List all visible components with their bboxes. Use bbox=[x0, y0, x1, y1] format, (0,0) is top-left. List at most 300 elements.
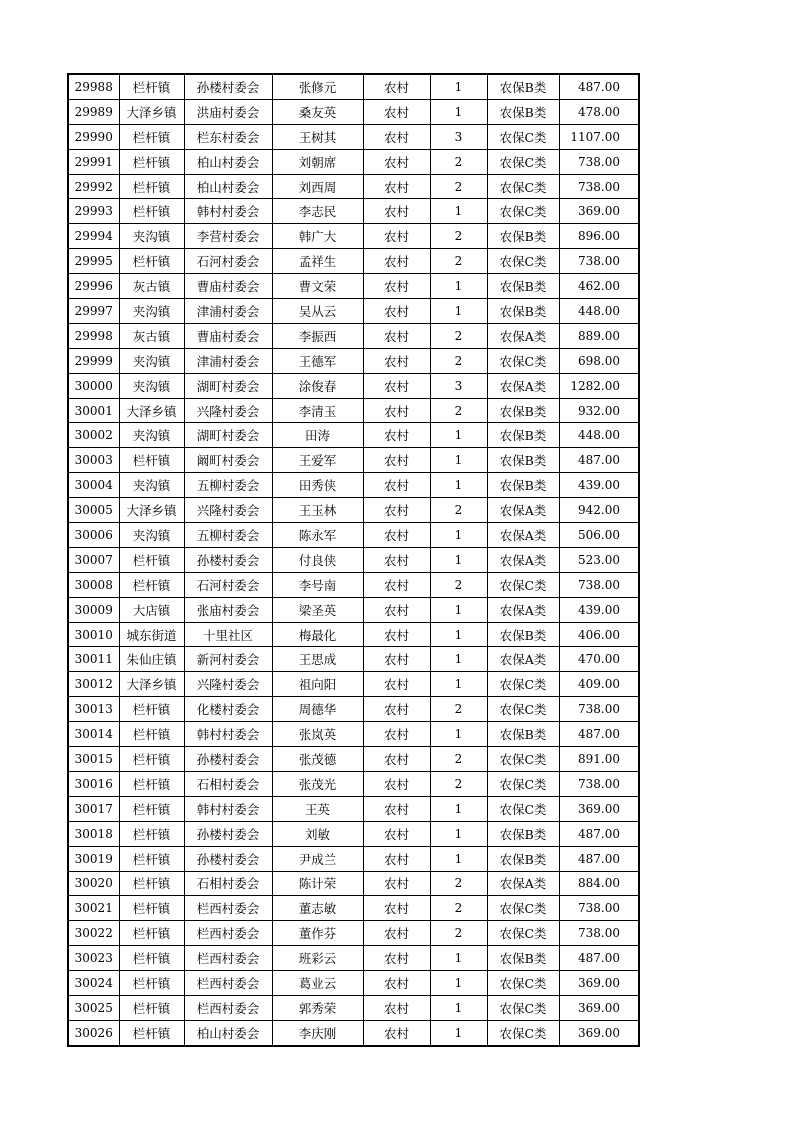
cell-count: 2 bbox=[430, 323, 487, 348]
cell-amount: 932.00 bbox=[559, 398, 639, 423]
cell-village: 津浦村委会 bbox=[184, 299, 272, 324]
cell-amount: 523.00 bbox=[559, 547, 639, 572]
cell-type: 农村 bbox=[363, 697, 430, 722]
cell-id: 29999 bbox=[68, 348, 119, 373]
cell-name: 李振西 bbox=[272, 323, 363, 348]
table-row bbox=[68, 249, 639, 274]
cell-amount: 1107.00 bbox=[559, 124, 639, 149]
cell-name: 葛业云 bbox=[272, 971, 363, 996]
cell-amount: 1282.00 bbox=[559, 373, 639, 398]
cell-amount: 738.00 bbox=[559, 149, 639, 174]
cell-category: 农保C类 bbox=[487, 1020, 559, 1045]
table-row bbox=[68, 722, 639, 747]
cell-town: 大泽乡镇 bbox=[119, 99, 184, 124]
cell-town: 栏杆镇 bbox=[119, 1020, 184, 1045]
cell-amount: 738.00 bbox=[559, 249, 639, 274]
cell-count: 2 bbox=[430, 771, 487, 796]
table-row bbox=[68, 796, 639, 821]
cell-count: 3 bbox=[430, 124, 487, 149]
cell-type: 农村 bbox=[363, 74, 430, 99]
cell-village: 孙楼村委会 bbox=[184, 821, 272, 846]
cell-village: 韩村村委会 bbox=[184, 796, 272, 821]
cell-type: 农村 bbox=[363, 299, 430, 324]
table-body bbox=[68, 74, 639, 1046]
cell-amount: 487.00 bbox=[559, 821, 639, 846]
cell-category: 农保A类 bbox=[487, 523, 559, 548]
cell-name: 王树其 bbox=[272, 124, 363, 149]
cell-count: 1 bbox=[430, 448, 487, 473]
cell-count: 2 bbox=[430, 249, 487, 274]
cell-id: 30024 bbox=[68, 971, 119, 996]
cell-count: 1 bbox=[430, 423, 487, 448]
cell-amount: 478.00 bbox=[559, 99, 639, 124]
cell-village: 栏西村委会 bbox=[184, 921, 272, 946]
cell-name: 田涛 bbox=[272, 423, 363, 448]
cell-village: 李营村委会 bbox=[184, 224, 272, 249]
table-row bbox=[68, 398, 639, 423]
cell-count: 1 bbox=[430, 672, 487, 697]
table-row bbox=[68, 647, 639, 672]
cell-count: 1 bbox=[430, 199, 487, 224]
cell-id: 30005 bbox=[68, 498, 119, 523]
cell-category: 农保B类 bbox=[487, 224, 559, 249]
cell-name: 张茂德 bbox=[272, 747, 363, 772]
cell-amount: 487.00 bbox=[559, 448, 639, 473]
cell-id: 30023 bbox=[68, 946, 119, 971]
cell-town: 栏杆镇 bbox=[119, 747, 184, 772]
cell-name: 涂俊春 bbox=[272, 373, 363, 398]
cell-amount: 738.00 bbox=[559, 572, 639, 597]
table-row bbox=[68, 323, 639, 348]
cell-type: 农村 bbox=[363, 647, 430, 672]
cell-name: 孟祥生 bbox=[272, 249, 363, 274]
cell-category: 农保B类 bbox=[487, 274, 559, 299]
cell-village: 韩村村委会 bbox=[184, 722, 272, 747]
cell-village: 石河村委会 bbox=[184, 572, 272, 597]
table-row bbox=[68, 697, 639, 722]
cell-type: 农村 bbox=[363, 622, 430, 647]
cell-category: 农保B类 bbox=[487, 473, 559, 498]
cell-category: 农保C类 bbox=[487, 971, 559, 996]
cell-name: 董志敏 bbox=[272, 896, 363, 921]
cell-name: 班彩云 bbox=[272, 946, 363, 971]
table-row bbox=[68, 149, 639, 174]
cell-category: 农保A类 bbox=[487, 871, 559, 896]
cell-count: 1 bbox=[430, 722, 487, 747]
cell-count: 2 bbox=[430, 348, 487, 373]
cell-name: 尹成兰 bbox=[272, 846, 363, 871]
cell-category: 农保A类 bbox=[487, 547, 559, 572]
table-row bbox=[68, 224, 639, 249]
cell-town: 栏杆镇 bbox=[119, 946, 184, 971]
cell-category: 农保B类 bbox=[487, 722, 559, 747]
cell-town: 城东街道 bbox=[119, 622, 184, 647]
cell-count: 2 bbox=[430, 921, 487, 946]
table-row bbox=[68, 771, 639, 796]
cell-name: 李号南 bbox=[272, 572, 363, 597]
cell-type: 农村 bbox=[363, 971, 430, 996]
cell-amount: 738.00 bbox=[559, 697, 639, 722]
cell-id: 29996 bbox=[68, 274, 119, 299]
cell-type: 农村 bbox=[363, 871, 430, 896]
cell-village: 孙楼村委会 bbox=[184, 747, 272, 772]
cell-id: 30011 bbox=[68, 647, 119, 672]
cell-village: 张庙村委会 bbox=[184, 597, 272, 622]
cell-category: 农保C类 bbox=[487, 672, 559, 697]
cell-village: 柏山村委会 bbox=[184, 1020, 272, 1045]
cell-village: 兴隆村委会 bbox=[184, 398, 272, 423]
cell-id: 30007 bbox=[68, 547, 119, 572]
cell-amount: 406.00 bbox=[559, 622, 639, 647]
cell-name: 陈计荣 bbox=[272, 871, 363, 896]
table-row bbox=[68, 995, 639, 1020]
cell-type: 农村 bbox=[363, 995, 430, 1020]
table-row bbox=[68, 896, 639, 921]
cell-type: 农村 bbox=[363, 722, 430, 747]
cell-amount: 448.00 bbox=[559, 423, 639, 448]
table-row bbox=[68, 498, 639, 523]
cell-id: 30025 bbox=[68, 995, 119, 1020]
cell-type: 农村 bbox=[363, 199, 430, 224]
cell-amount: 896.00 bbox=[559, 224, 639, 249]
cell-id: 29990 bbox=[68, 124, 119, 149]
cell-village: 韩村村委会 bbox=[184, 199, 272, 224]
cell-name: 张修元 bbox=[272, 74, 363, 99]
cell-id: 29993 bbox=[68, 199, 119, 224]
cell-amount: 369.00 bbox=[559, 199, 639, 224]
cell-count: 1 bbox=[430, 597, 487, 622]
cell-name: 陈永军 bbox=[272, 523, 363, 548]
cell-amount: 439.00 bbox=[559, 597, 639, 622]
cell-type: 农村 bbox=[363, 846, 430, 871]
table-row bbox=[68, 946, 639, 971]
cell-town: 夹沟镇 bbox=[119, 373, 184, 398]
table-row bbox=[68, 871, 639, 896]
cell-id: 29997 bbox=[68, 299, 119, 324]
cell-name: 王德军 bbox=[272, 348, 363, 373]
cell-type: 农村 bbox=[363, 1020, 430, 1045]
cell-name: 桑友英 bbox=[272, 99, 363, 124]
cell-category: 农保C类 bbox=[487, 747, 559, 772]
cell-village: 兴隆村委会 bbox=[184, 498, 272, 523]
table-row bbox=[68, 199, 639, 224]
cell-town: 栏杆镇 bbox=[119, 921, 184, 946]
cell-town: 夹沟镇 bbox=[119, 523, 184, 548]
cell-name: 李志民 bbox=[272, 199, 363, 224]
cell-type: 农村 bbox=[363, 523, 430, 548]
cell-category: 农保C类 bbox=[487, 572, 559, 597]
cell-name: 周德华 bbox=[272, 697, 363, 722]
cell-id: 30017 bbox=[68, 796, 119, 821]
cell-count: 1 bbox=[430, 473, 487, 498]
cell-amount: 487.00 bbox=[559, 946, 639, 971]
cell-id: 29994 bbox=[68, 224, 119, 249]
cell-town: 栏杆镇 bbox=[119, 846, 184, 871]
cell-town: 栏杆镇 bbox=[119, 199, 184, 224]
cell-count: 1 bbox=[430, 523, 487, 548]
cell-name: 王爱军 bbox=[272, 448, 363, 473]
cell-town: 夹沟镇 bbox=[119, 224, 184, 249]
cell-town: 夹沟镇 bbox=[119, 423, 184, 448]
cell-count: 3 bbox=[430, 373, 487, 398]
table-row bbox=[68, 572, 639, 597]
cell-category: 农保B类 bbox=[487, 299, 559, 324]
cell-name: 韩广大 bbox=[272, 224, 363, 249]
cell-id: 30001 bbox=[68, 398, 119, 423]
cell-amount: 470.00 bbox=[559, 647, 639, 672]
table-row bbox=[68, 597, 639, 622]
cell-town: 栏杆镇 bbox=[119, 547, 184, 572]
cell-village: 洪庙村委会 bbox=[184, 99, 272, 124]
cell-type: 农村 bbox=[363, 124, 430, 149]
cell-category: 农保B类 bbox=[487, 622, 559, 647]
table-row bbox=[68, 423, 639, 448]
cell-name: 郭秀荣 bbox=[272, 995, 363, 1020]
cell-count: 1 bbox=[430, 99, 487, 124]
cell-town: 大泽乡镇 bbox=[119, 672, 184, 697]
cell-type: 农村 bbox=[363, 572, 430, 597]
cell-town: 栏杆镇 bbox=[119, 796, 184, 821]
cell-town: 栏杆镇 bbox=[119, 448, 184, 473]
cell-category: 农保A类 bbox=[487, 373, 559, 398]
cell-name: 刘西周 bbox=[272, 174, 363, 199]
cell-town: 灰古镇 bbox=[119, 274, 184, 299]
cell-name: 祖向阳 bbox=[272, 672, 363, 697]
cell-category: 农保B类 bbox=[487, 74, 559, 99]
cell-town: 栏杆镇 bbox=[119, 871, 184, 896]
cell-amount: 738.00 bbox=[559, 771, 639, 796]
cell-id: 30010 bbox=[68, 622, 119, 647]
table-row bbox=[68, 846, 639, 871]
cell-town: 栏杆镇 bbox=[119, 174, 184, 199]
cell-type: 农村 bbox=[363, 796, 430, 821]
cell-amount: 738.00 bbox=[559, 921, 639, 946]
cell-type: 农村 bbox=[363, 323, 430, 348]
table-row bbox=[68, 373, 639, 398]
cell-count: 1 bbox=[430, 74, 487, 99]
table-row bbox=[68, 523, 639, 548]
cell-village: 兴隆村委会 bbox=[184, 672, 272, 697]
cell-town: 栏杆镇 bbox=[119, 572, 184, 597]
table-row bbox=[68, 747, 639, 772]
table-row bbox=[68, 99, 639, 124]
cell-name: 王思成 bbox=[272, 647, 363, 672]
cell-category: 农保C类 bbox=[487, 149, 559, 174]
cell-id: 30014 bbox=[68, 722, 119, 747]
cell-category: 农保C类 bbox=[487, 174, 559, 199]
cell-amount: 487.00 bbox=[559, 74, 639, 99]
cell-town: 栏杆镇 bbox=[119, 74, 184, 99]
table-row bbox=[68, 622, 639, 647]
cell-id: 29988 bbox=[68, 74, 119, 99]
cell-name: 曹文荣 bbox=[272, 274, 363, 299]
cell-village: 津浦村委会 bbox=[184, 348, 272, 373]
cell-count: 2 bbox=[430, 871, 487, 896]
cell-count: 2 bbox=[430, 149, 487, 174]
cell-name: 张茂光 bbox=[272, 771, 363, 796]
cell-id: 30000 bbox=[68, 373, 119, 398]
cell-type: 农村 bbox=[363, 672, 430, 697]
cell-id: 30006 bbox=[68, 523, 119, 548]
cell-type: 农村 bbox=[363, 99, 430, 124]
table-row bbox=[68, 174, 639, 199]
cell-village: 湖町村委会 bbox=[184, 373, 272, 398]
cell-village: 五柳村委会 bbox=[184, 473, 272, 498]
cell-type: 农村 bbox=[363, 821, 430, 846]
cell-town: 栏杆镇 bbox=[119, 249, 184, 274]
cell-town: 灰古镇 bbox=[119, 323, 184, 348]
cell-village: 新河村委会 bbox=[184, 647, 272, 672]
table-row bbox=[68, 448, 639, 473]
cell-village: 石河村委会 bbox=[184, 249, 272, 274]
cell-category: 农保B类 bbox=[487, 423, 559, 448]
cell-village: 化楼村委会 bbox=[184, 697, 272, 722]
cell-count: 2 bbox=[430, 224, 487, 249]
cell-count: 1 bbox=[430, 821, 487, 846]
cell-town: 朱仙庄镇 bbox=[119, 647, 184, 672]
cell-town: 栏杆镇 bbox=[119, 896, 184, 921]
cell-village: 孙楼村委会 bbox=[184, 547, 272, 572]
cell-type: 农村 bbox=[363, 771, 430, 796]
cell-village: 湖町村委会 bbox=[184, 423, 272, 448]
cell-category: 农保C类 bbox=[487, 199, 559, 224]
cell-village: 石相村委会 bbox=[184, 771, 272, 796]
cell-count: 2 bbox=[430, 697, 487, 722]
cell-town: 大泽乡镇 bbox=[119, 498, 184, 523]
cell-type: 农村 bbox=[363, 249, 430, 274]
table-row bbox=[68, 299, 639, 324]
cell-name: 王玉林 bbox=[272, 498, 363, 523]
cell-count: 2 bbox=[430, 896, 487, 921]
cell-id: 30002 bbox=[68, 423, 119, 448]
table-row bbox=[68, 348, 639, 373]
cell-amount: 884.00 bbox=[559, 871, 639, 896]
cell-category: 农保C类 bbox=[487, 796, 559, 821]
cell-count: 2 bbox=[430, 572, 487, 597]
cell-id: 29995 bbox=[68, 249, 119, 274]
cell-amount: 369.00 bbox=[559, 995, 639, 1020]
cell-type: 农村 bbox=[363, 597, 430, 622]
cell-amount: 738.00 bbox=[559, 174, 639, 199]
cell-count: 1 bbox=[430, 946, 487, 971]
cell-count: 1 bbox=[430, 274, 487, 299]
cell-name: 王英 bbox=[272, 796, 363, 821]
cell-type: 农村 bbox=[363, 274, 430, 299]
cell-category: 农保B类 bbox=[487, 846, 559, 871]
cell-type: 农村 bbox=[363, 149, 430, 174]
cell-amount: 506.00 bbox=[559, 523, 639, 548]
document-page bbox=[67, 73, 640, 1047]
table-row bbox=[68, 1020, 639, 1045]
cell-name: 张岚英 bbox=[272, 722, 363, 747]
cell-amount: 738.00 bbox=[559, 896, 639, 921]
cell-amount: 942.00 bbox=[559, 498, 639, 523]
cell-id: 30019 bbox=[68, 846, 119, 871]
cell-category: 农保B类 bbox=[487, 946, 559, 971]
cell-count: 1 bbox=[430, 995, 487, 1020]
cell-type: 农村 bbox=[363, 473, 430, 498]
cell-count: 1 bbox=[430, 299, 487, 324]
cell-category: 农保C类 bbox=[487, 921, 559, 946]
cell-town: 栏杆镇 bbox=[119, 771, 184, 796]
cell-id: 29992 bbox=[68, 174, 119, 199]
table-row bbox=[68, 921, 639, 946]
cell-village: 柏山村委会 bbox=[184, 149, 272, 174]
cell-amount: 487.00 bbox=[559, 722, 639, 747]
cell-category: 农保A类 bbox=[487, 498, 559, 523]
cell-count: 2 bbox=[430, 747, 487, 772]
table-row bbox=[68, 971, 639, 996]
cell-count: 1 bbox=[430, 796, 487, 821]
cell-town: 栏杆镇 bbox=[119, 124, 184, 149]
cell-id: 30020 bbox=[68, 871, 119, 896]
cell-category: 农保C类 bbox=[487, 249, 559, 274]
cell-town: 栏杆镇 bbox=[119, 149, 184, 174]
cell-id: 29991 bbox=[68, 149, 119, 174]
cell-category: 农保C类 bbox=[487, 896, 559, 921]
cell-town: 大店镇 bbox=[119, 597, 184, 622]
cell-village: 十里社区 bbox=[184, 622, 272, 647]
cell-category: 农保B类 bbox=[487, 448, 559, 473]
cell-town: 夹沟镇 bbox=[119, 473, 184, 498]
cell-village: 五柳村委会 bbox=[184, 523, 272, 548]
cell-category: 农保C类 bbox=[487, 697, 559, 722]
cell-village: 栏西村委会 bbox=[184, 896, 272, 921]
cell-town: 栏杆镇 bbox=[119, 722, 184, 747]
cell-village: 栏东村委会 bbox=[184, 124, 272, 149]
cell-amount: 487.00 bbox=[559, 846, 639, 871]
cell-id: 29989 bbox=[68, 99, 119, 124]
cell-village: 孙楼村委会 bbox=[184, 846, 272, 871]
cell-village: 柏山村委会 bbox=[184, 174, 272, 199]
cell-id: 29998 bbox=[68, 323, 119, 348]
cell-count: 1 bbox=[430, 547, 487, 572]
cell-count: 2 bbox=[430, 174, 487, 199]
table-row bbox=[68, 74, 639, 99]
cell-village: 阚町村委会 bbox=[184, 448, 272, 473]
cell-town: 栏杆镇 bbox=[119, 995, 184, 1020]
cell-category: 农保A类 bbox=[487, 597, 559, 622]
cell-village: 栏西村委会 bbox=[184, 946, 272, 971]
cell-name: 刘敏 bbox=[272, 821, 363, 846]
cell-town: 栏杆镇 bbox=[119, 697, 184, 722]
cell-id: 30018 bbox=[68, 821, 119, 846]
cell-id: 30026 bbox=[68, 1020, 119, 1045]
cell-name: 吴从云 bbox=[272, 299, 363, 324]
cell-category: 农保C类 bbox=[487, 348, 559, 373]
cell-village: 石相村委会 bbox=[184, 871, 272, 896]
cell-count: 2 bbox=[430, 398, 487, 423]
cell-count: 1 bbox=[430, 622, 487, 647]
cell-count: 1 bbox=[430, 846, 487, 871]
cell-name: 梁圣英 bbox=[272, 597, 363, 622]
cell-amount: 698.00 bbox=[559, 348, 639, 373]
cell-amount: 448.00 bbox=[559, 299, 639, 324]
cell-id: 30012 bbox=[68, 672, 119, 697]
cell-name: 董作芬 bbox=[272, 921, 363, 946]
cell-type: 农村 bbox=[363, 348, 430, 373]
cell-category: 农保C类 bbox=[487, 124, 559, 149]
cell-type: 农村 bbox=[363, 448, 430, 473]
cell-count: 1 bbox=[430, 971, 487, 996]
cell-amount: 889.00 bbox=[559, 323, 639, 348]
cell-category: 农保C类 bbox=[487, 771, 559, 796]
cell-name: 李庆刚 bbox=[272, 1020, 363, 1045]
cell-village: 曹庙村委会 bbox=[184, 274, 272, 299]
cell-name: 李清玉 bbox=[272, 398, 363, 423]
cell-id: 30008 bbox=[68, 572, 119, 597]
cell-village: 曹庙村委会 bbox=[184, 323, 272, 348]
